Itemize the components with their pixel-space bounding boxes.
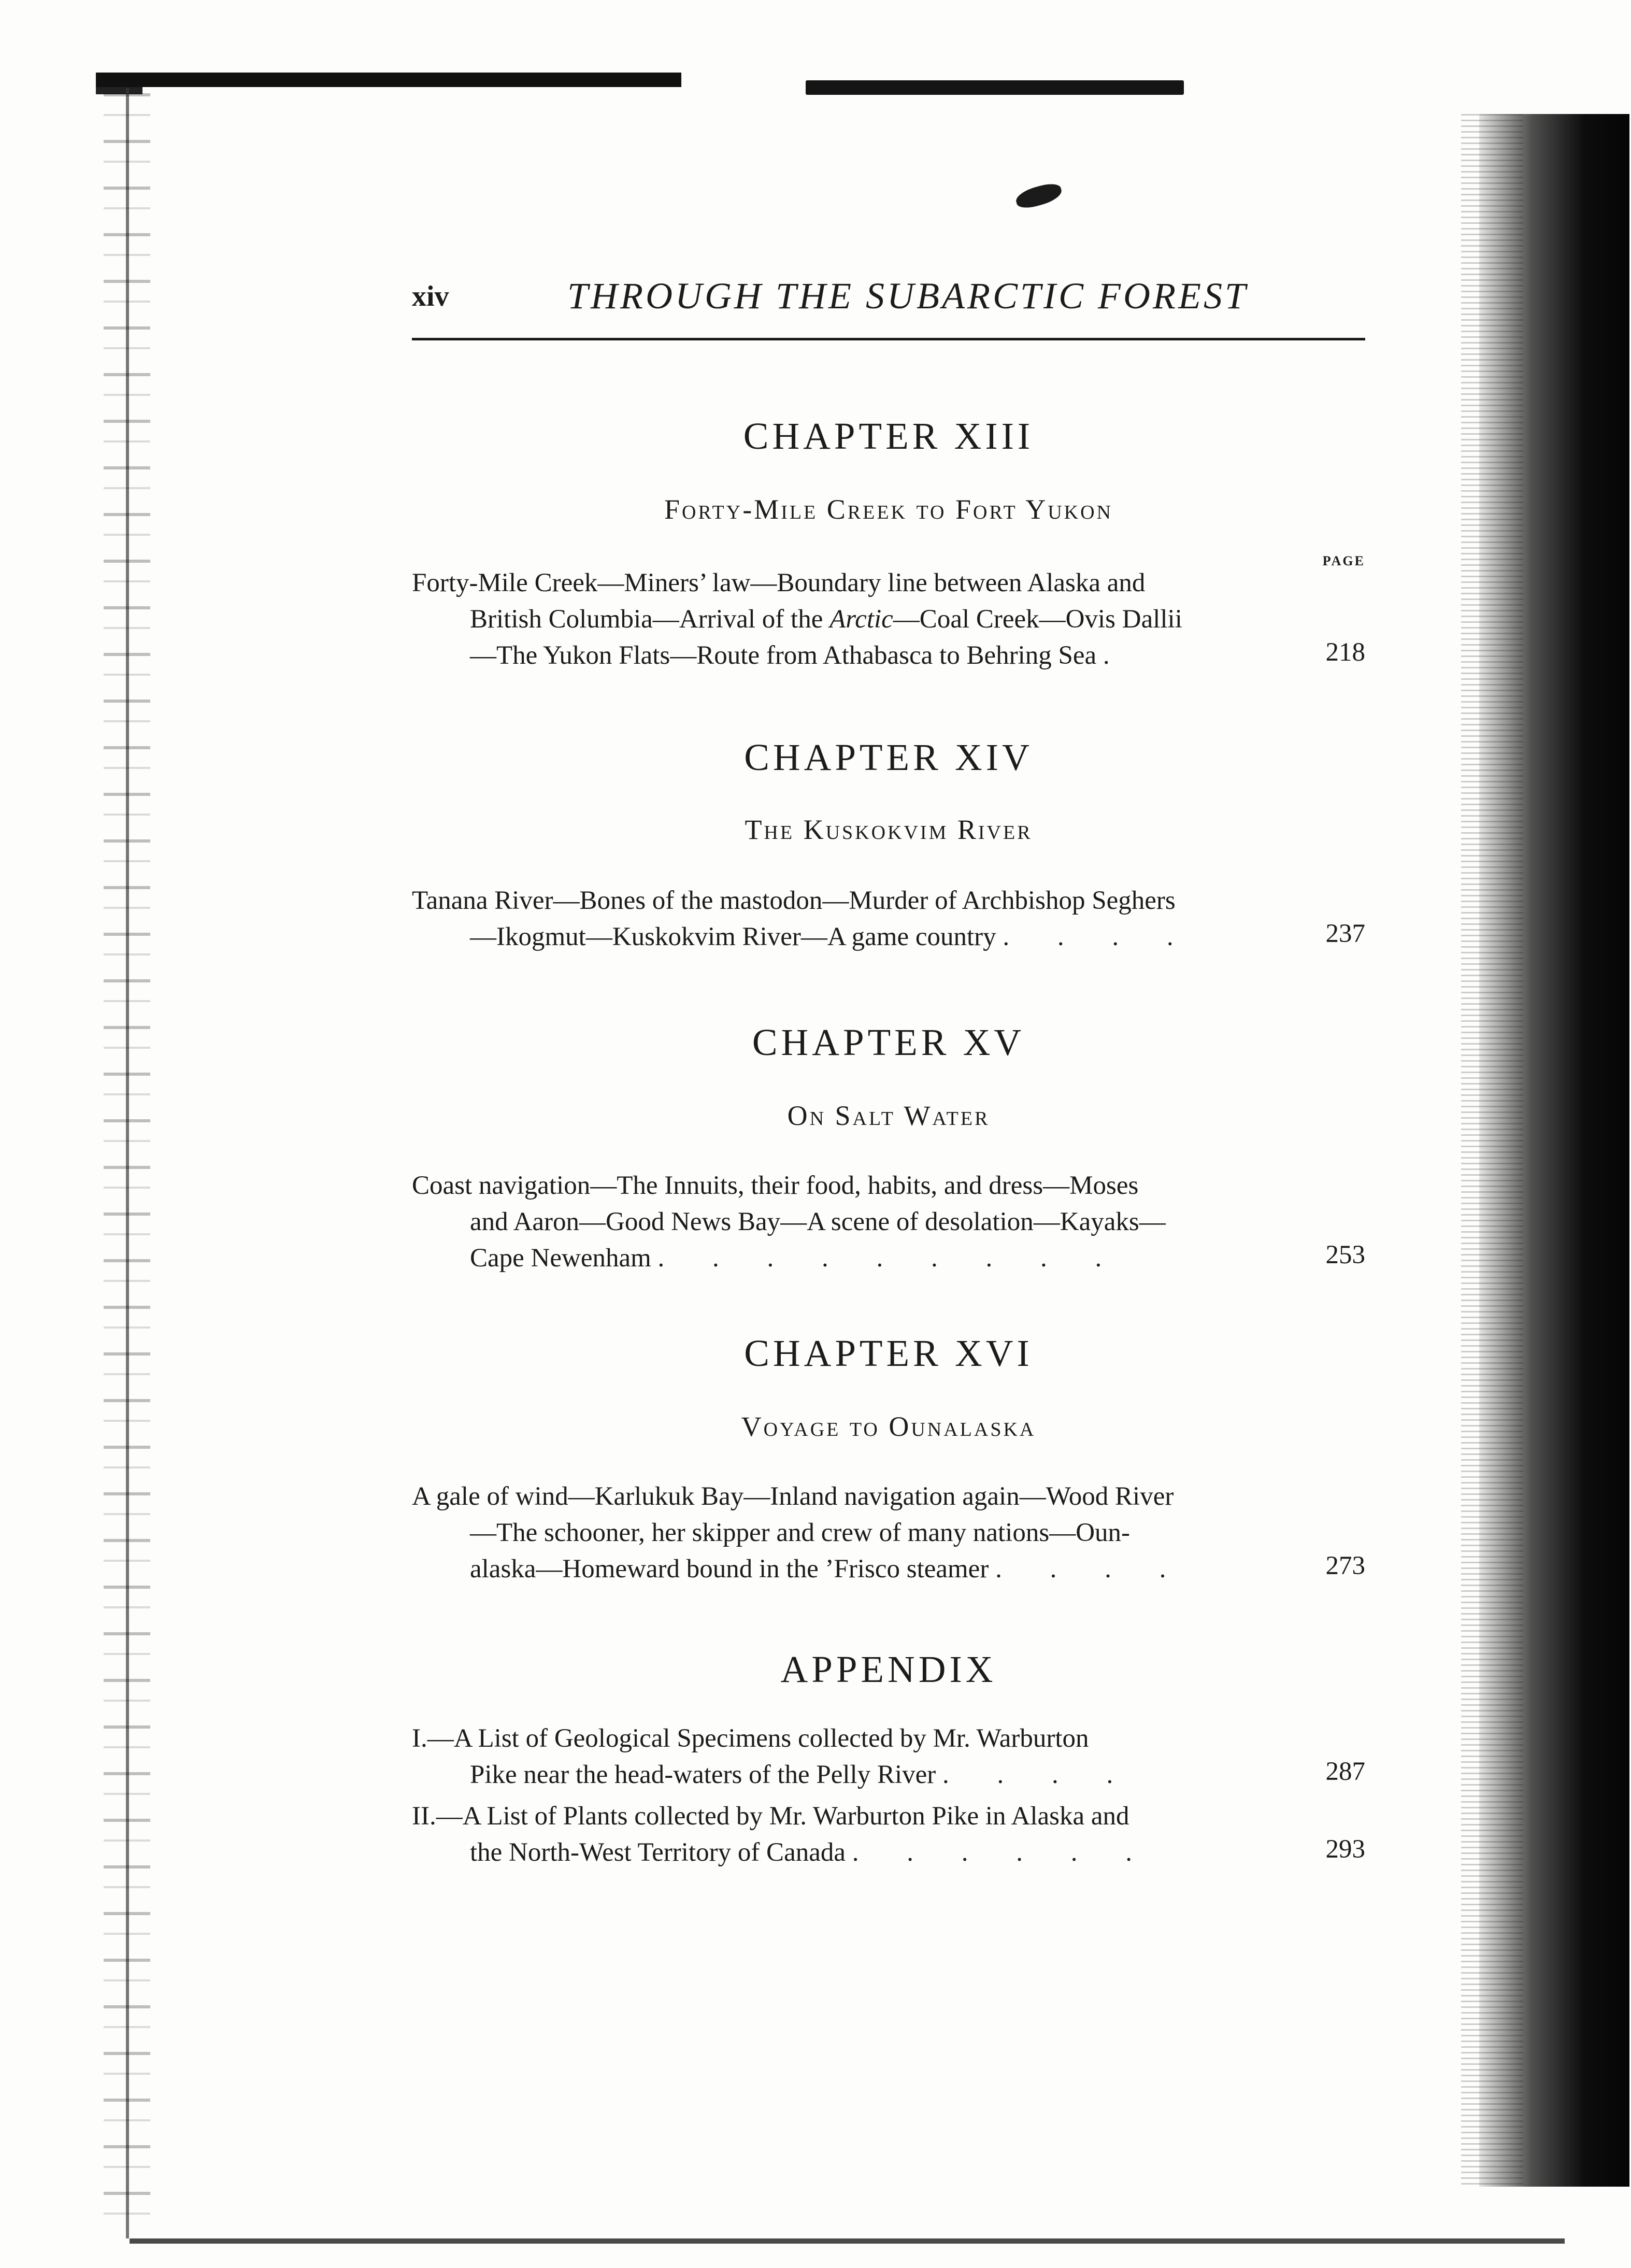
summary-line: the North-West Territory of Canada . . . . . . xyxy=(470,1838,1153,1867)
scan-edge-top-right xyxy=(806,80,1184,95)
header-rule xyxy=(412,338,1365,340)
scan-smudge xyxy=(1014,181,1064,211)
chapter-heading: CHAPTER XIII xyxy=(743,415,1034,457)
summary-line: II.—A List of Plants collected by Mr. Warburton Pike in Alaska and xyxy=(412,1802,1129,1831)
entry-page-number: 218 xyxy=(1325,638,1365,667)
page-number: xiv xyxy=(412,280,449,312)
summary-line: Pike near the head-waters of the Pelly River . . . . xyxy=(470,1760,1134,1789)
summary-line: British Columbia—Arrival of the Arctic—Coal Creek—Ovis Dallii xyxy=(470,605,1182,634)
appendix xyxy=(412,1648,1365,1907)
entry-page-number: 287 xyxy=(1325,1757,1365,1786)
summary-line: and Aaron—Good News Bay—A scene of desolation—Kayaks— xyxy=(470,1207,1166,1236)
page-column-label: PAGE xyxy=(1322,553,1365,568)
summary-line: A gale of wind—Karlukuk Bay—Inland navigation again—Wood River xyxy=(412,1482,1174,1511)
chapter-xv xyxy=(412,1021,1365,1290)
scan-edge-top-left xyxy=(96,73,681,87)
chapter-summary xyxy=(412,1478,1277,1587)
summary-line: Cape Newenham . . . . . . . . . xyxy=(470,1244,1123,1273)
entry-page-number: 273 xyxy=(1325,1551,1365,1580)
ship-name: Arctic xyxy=(829,605,893,634)
appendix-heading: APPENDIX xyxy=(780,1648,997,1690)
chapter-xiii xyxy=(412,415,1365,684)
chapter-title: On Salt Water xyxy=(787,1100,990,1131)
summary-line: —Ikogmut—Kuskokvim River—A game country . . . . xyxy=(470,922,1194,951)
chapter-summary xyxy=(412,1167,1277,1276)
chapter-xvi xyxy=(412,1332,1365,1601)
summary-line: Forty-Mile Creek—Miners’ law—Boundary line between Alaska and xyxy=(412,568,1146,597)
chapter-heading: CHAPTER XV xyxy=(752,1021,1025,1063)
entry-page-number: 293 xyxy=(1325,1835,1365,1864)
scan-edge-bottom xyxy=(130,2238,1565,2244)
scan-edge-right xyxy=(1479,114,1629,2187)
running-header xyxy=(412,269,1365,326)
chapter-summary xyxy=(412,882,1277,955)
summary-line: Tanana River—Bones of the mastodon—Murder of Archbishop Seghers xyxy=(412,886,1176,915)
chapter-xiv xyxy=(412,736,1365,953)
running-title: THROUGH THE SUBARCTIC FOREST xyxy=(567,275,1249,317)
summary-line: alaska—Homeward bound in the ’Frisco steamer . . . . xyxy=(470,1554,1187,1584)
summary-line: I.—A List of Geological Specimens collected by Mr. Warburton xyxy=(412,1724,1089,1753)
chapter-title: Forty-Mile Creek to Fort Yukon xyxy=(664,494,1113,525)
chapter-title: The Kuskokvim River xyxy=(745,814,1033,845)
chapter-heading: CHAPTER XVI xyxy=(744,1332,1033,1374)
appendix-entry xyxy=(412,1720,1277,1793)
entry-page-number: 237 xyxy=(1325,919,1365,948)
summary-line: Coast navigation—The Innuits, their food, habits, and dress—Moses xyxy=(412,1171,1139,1200)
scan-edge-left xyxy=(104,93,150,2238)
appendix-entry xyxy=(412,1798,1277,1871)
summary-line: —The schooner, her skipper and crew of many nations—Oun- xyxy=(470,1518,1131,1547)
chapter-summary xyxy=(412,565,1277,674)
chapter-title: Voyage to Ounalaska xyxy=(741,1411,1036,1442)
entry-page-number: 253 xyxy=(1325,1240,1365,1269)
chapter-heading: CHAPTER XIV xyxy=(744,736,1033,778)
summary-line: —The Yukon Flats—Route from Athabasca to Behring Sea . xyxy=(470,641,1131,670)
